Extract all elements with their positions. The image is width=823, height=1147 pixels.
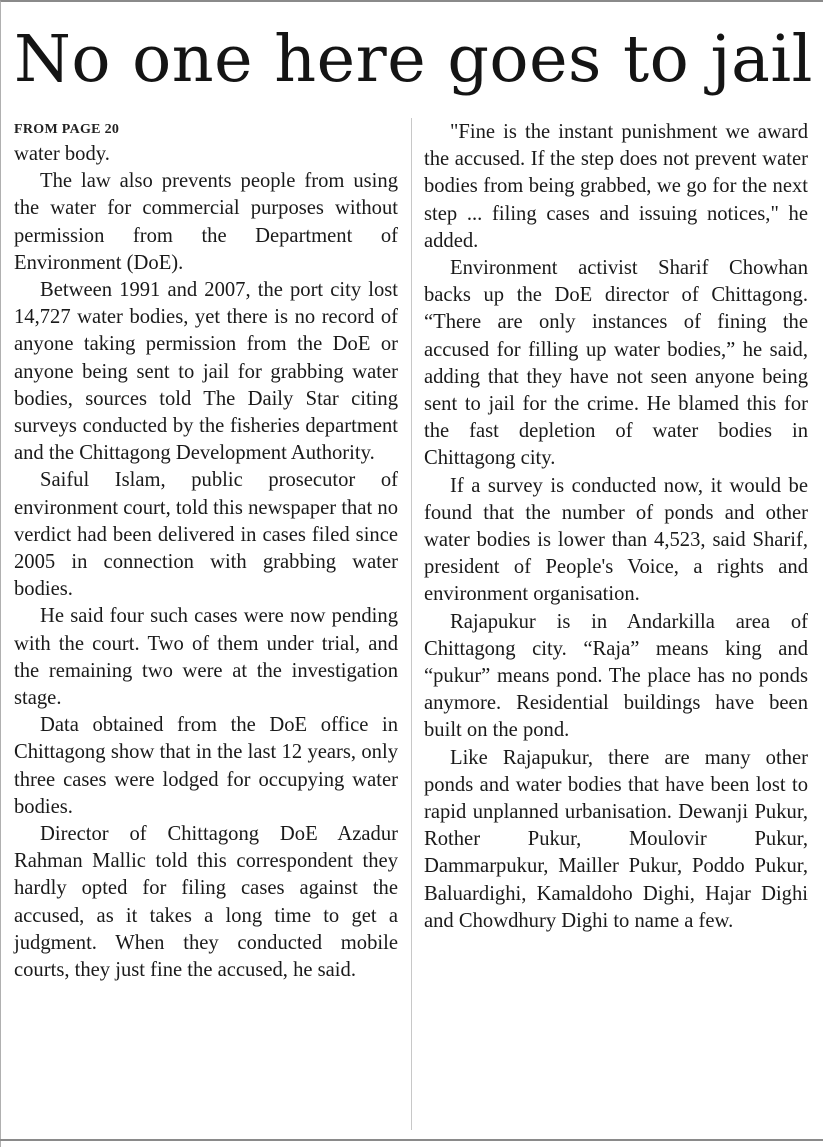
paragraph: The law also prevents people from using the water for commercial purposes without permission from the Department of Environment (DoE).: [14, 170, 398, 274]
paragraph: Saiful Islam, public prosecutor of environment court, told this newspaper that no verdict had been delivered in cases filed since 2005 in connection with grabbing water bodies.: [14, 469, 398, 601]
paragraph: "Fine is the instant punishment we award the accused. If the step does not prevent water bodies from being grabbed, we go for the next step ... filing cases and issuing notices," he added.: [424, 121, 808, 252]
paragraph: Rajapukur is in Andarkilla area of Chittagong city. “Raja” means king and “pukur” means pond. The place has no ponds anymore. Residential buildings have been built on the pond.: [424, 610, 808, 742]
paragraph: Like Rajapukur, there are many other ponds and water bodies that have been lost to rapid unplanned urbanisation. Dewanji Pukur, Rother Pukur, Moulovir Pukur, Dammarpukur, Mailler Pukur, Poddo Pukur, Baluardighi, Kamaldoho Dighi, Hajar Dighi and Chowdhury Dighi to name a few.: [424, 746, 808, 932]
left-column: [14, 119, 398, 984]
paragraph: Between 1991 and 2007, the port city lost 14,727 water bodies, yet there is no record of anyone taking permission from the DoE or anyone being sent to jail for grabbing water bodies, sources told The Daily Star citing surveys conducted by the fisheries department and the Chittagong Development Authority.: [14, 279, 398, 465]
bottom-rule: [0, 1139, 823, 1141]
right-column: [424, 119, 808, 935]
paragraph: He said four such cases were now pending with the court. Two of them under trial, and the remaining two were at the investigation stage.: [14, 605, 398, 710]
paragraph: Environment activist Sharif Chowhan backs up the DoE director of Chittagong. “There are only instances of fining the accused for filling up water bodies,” he said, adding that they have not seen anyone being sent to jail for the crime. He blamed this for the fast depletion of water bodies in Chittagong city.: [424, 257, 808, 470]
column-divider: [411, 118, 412, 1130]
paragraph: Data obtained from the DoE office in Chittagong show that in the last 12 years, only three cases were lodged for occupying water bodies.: [14, 714, 398, 818]
continuation-kicker: FROM PAGE 20: [14, 122, 120, 137]
paragraph: If a survey is conducted now, it would be found that the number of ponds and other water bodies is lower than 4,523, said Sharif, president of People's Voice, a rights and environment organisation.: [424, 474, 808, 606]
paragraph: water body.: [14, 143, 110, 165]
headline: No one here goes to jail: [14, 22, 813, 97]
paragraph: Director of Chittagong DoE Azadur Rahman Mallic told this correspondent they hardly opted for filing cases against the accused, as it takes a long time to get a judgment. When they conducted mobile courts, they just fine the accused, he said.: [14, 823, 398, 982]
